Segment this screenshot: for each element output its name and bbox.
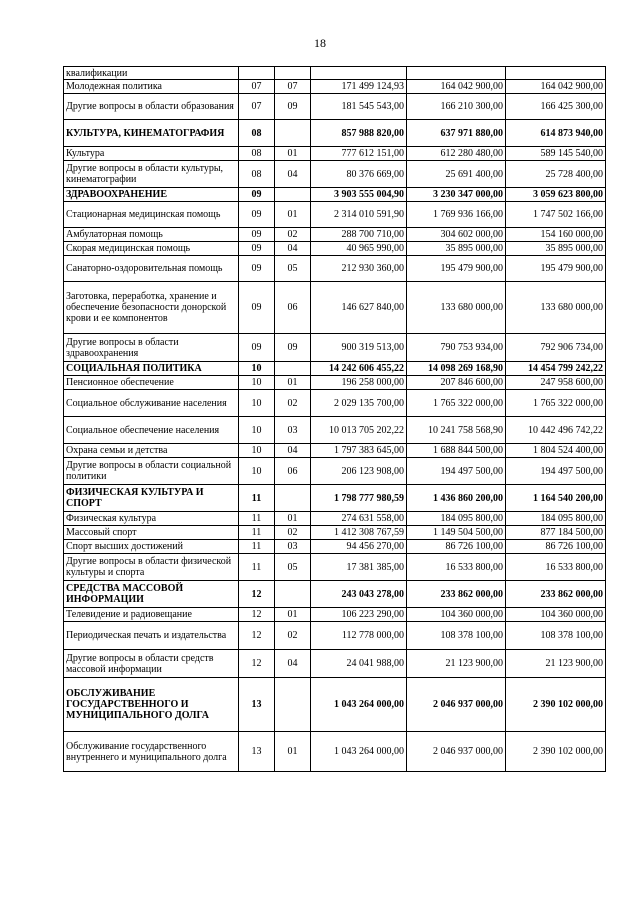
amount-col2-cell: 3 230 347 000,00 bbox=[407, 188, 506, 202]
amount-col3-cell: 164 042 900,00 bbox=[506, 80, 606, 94]
table-row bbox=[64, 732, 606, 772]
section-code-cell: 09 bbox=[239, 202, 275, 228]
amount-col3-cell: 194 497 500,00 bbox=[506, 458, 606, 485]
table-row bbox=[64, 622, 606, 650]
amount-col3-cell: 1 747 502 166,00 bbox=[506, 202, 606, 228]
amount-col2-cell: 21 123 900,00 bbox=[407, 650, 506, 678]
amount-col1-cell: 243 043 278,00 bbox=[311, 581, 407, 608]
subsection-code-cell: 06 bbox=[275, 282, 311, 334]
section-code-cell: 09 bbox=[239, 334, 275, 362]
subsection-code-cell bbox=[275, 485, 311, 512]
amount-col2-cell: 207 846 600,00 bbox=[407, 376, 506, 390]
table-row bbox=[64, 94, 606, 120]
amount-col2-cell: 164 042 900,00 bbox=[407, 80, 506, 94]
amount-col1-cell: 17 381 385,00 bbox=[311, 554, 407, 581]
table-row bbox=[64, 554, 606, 581]
table-row bbox=[64, 444, 606, 458]
amount-col1-cell: 206 123 908,00 bbox=[311, 458, 407, 485]
subsection-code-cell bbox=[275, 581, 311, 608]
section-code-cell: 10 bbox=[239, 362, 275, 376]
table-row bbox=[64, 362, 606, 376]
section-code-cell: 12 bbox=[239, 650, 275, 678]
subsection-code-cell: 06 bbox=[275, 458, 311, 485]
section-code-cell: 11 bbox=[239, 512, 275, 526]
subsection-code-cell: 01 bbox=[275, 202, 311, 228]
row-name-cell: ЗДРАВООХРАНЕНИЕ bbox=[64, 188, 239, 202]
amount-col3-cell: 589 145 540,00 bbox=[506, 147, 606, 161]
amount-col2-cell: 14 098 269 168,90 bbox=[407, 362, 506, 376]
table-row bbox=[64, 581, 606, 608]
row-name-cell: ФИЗИЧЕСКАЯ КУЛЬТУРА И СПОРТ bbox=[64, 485, 239, 512]
row-name-cell: Другие вопросы в области средств массовой информации bbox=[64, 650, 239, 678]
amount-col2-cell: 133 680 000,00 bbox=[407, 282, 506, 334]
subsection-code-cell: 02 bbox=[275, 390, 311, 417]
amount-col1-cell: 80 376 669,00 bbox=[311, 161, 407, 188]
table-row bbox=[64, 80, 606, 94]
table-row bbox=[64, 678, 606, 732]
amount-col1-cell: 14 242 606 455,22 bbox=[311, 362, 407, 376]
subsection-code-cell: 09 bbox=[275, 94, 311, 120]
amount-col3-cell: 195 479 900,00 bbox=[506, 256, 606, 282]
subsection-code-cell: 02 bbox=[275, 622, 311, 650]
section-code-cell: 13 bbox=[239, 678, 275, 732]
row-name-cell: Массовый спорт bbox=[64, 526, 239, 540]
section-code-cell: 09 bbox=[239, 282, 275, 334]
amount-col1-cell: 106 223 290,00 bbox=[311, 608, 407, 622]
table-row bbox=[64, 390, 606, 417]
section-code-cell: 10 bbox=[239, 376, 275, 390]
row-name-cell: ОБСЛУЖИВАНИЕ ГОСУДАРСТВЕННОГО И МУНИЦИПАЛЬНОГО ДОЛГА bbox=[64, 678, 239, 732]
amount-col2-cell: 86 726 100,00 bbox=[407, 540, 506, 554]
row-name-cell: Молодежная политика bbox=[64, 80, 239, 94]
amount-col3-cell: 877 184 500,00 bbox=[506, 526, 606, 540]
amount-col1-cell: 3 903 555 004,90 bbox=[311, 188, 407, 202]
amount-col2-cell bbox=[407, 67, 506, 80]
row-name-cell: СРЕДСТВА МАССОВОЙ ИНФОРМАЦИИ bbox=[64, 581, 239, 608]
table-row bbox=[64, 282, 606, 334]
amount-col2-cell: 1 688 844 500,00 bbox=[407, 444, 506, 458]
section-code-cell: 10 bbox=[239, 444, 275, 458]
amount-col2-cell: 25 691 400,00 bbox=[407, 161, 506, 188]
amount-col1-cell: 10 013 705 202,22 bbox=[311, 417, 407, 444]
amount-col2-cell: 108 378 100,00 bbox=[407, 622, 506, 650]
subsection-code-cell: 01 bbox=[275, 376, 311, 390]
row-name-cell: Другие вопросы в области образования bbox=[64, 94, 239, 120]
row-name-cell: Амбулаторная помощь bbox=[64, 228, 239, 242]
amount-col2-cell: 637 971 880,00 bbox=[407, 120, 506, 147]
section-code-cell bbox=[239, 67, 275, 80]
amount-col1-cell: 1 797 383 645,00 bbox=[311, 444, 407, 458]
row-name-cell: СОЦИАЛЬНАЯ ПОЛИТИКА bbox=[64, 362, 239, 376]
amount-col1-cell: 181 545 543,00 bbox=[311, 94, 407, 120]
amount-col2-cell: 233 862 000,00 bbox=[407, 581, 506, 608]
amount-col2-cell: 304 602 000,00 bbox=[407, 228, 506, 242]
row-name-cell: Пенсионное обеспечение bbox=[64, 376, 239, 390]
amount-col3-cell: 21 123 900,00 bbox=[506, 650, 606, 678]
row-name-cell: Физическая культура bbox=[64, 512, 239, 526]
table-row bbox=[64, 188, 606, 202]
section-code-cell: 09 bbox=[239, 228, 275, 242]
table-row bbox=[64, 202, 606, 228]
budget-table-body bbox=[64, 67, 606, 772]
amount-col1-cell: 171 499 124,93 bbox=[311, 80, 407, 94]
amount-col3-cell: 86 726 100,00 bbox=[506, 540, 606, 554]
row-name-cell: Обслуживание государственного внутреннего и муниципального долга bbox=[64, 732, 239, 772]
amount-col1-cell: 94 456 270,00 bbox=[311, 540, 407, 554]
subsection-code-cell: 05 bbox=[275, 554, 311, 581]
amount-col3-cell: 2 390 102 000,00 bbox=[506, 678, 606, 732]
table-row bbox=[64, 540, 606, 554]
amount-col3-cell: 154 160 000,00 bbox=[506, 228, 606, 242]
amount-col2-cell: 16 533 800,00 bbox=[407, 554, 506, 581]
amount-col3-cell: 1 765 322 000,00 bbox=[506, 390, 606, 417]
table-row bbox=[64, 67, 606, 80]
amount-col3-cell: 1 164 540 200,00 bbox=[506, 485, 606, 512]
row-name-cell: Другие вопросы в области социальной политики bbox=[64, 458, 239, 485]
amount-col2-cell: 612 280 480,00 bbox=[407, 147, 506, 161]
amount-col2-cell: 195 479 900,00 bbox=[407, 256, 506, 282]
row-name-cell: КУЛЬТУРА, КИНЕМАТОГРАФИЯ bbox=[64, 120, 239, 147]
subsection-code-cell bbox=[275, 67, 311, 80]
section-code-cell: 11 bbox=[239, 485, 275, 512]
row-name-cell: Заготовка, переработка, хранение и обеспечение безопасности донорской крови и ее компонентов bbox=[64, 282, 239, 334]
subsection-code-cell: 01 bbox=[275, 512, 311, 526]
amount-col2-cell: 1 436 860 200,00 bbox=[407, 485, 506, 512]
section-code-cell: 12 bbox=[239, 622, 275, 650]
amount-col2-cell: 35 895 000,00 bbox=[407, 242, 506, 256]
amount-col1-cell bbox=[311, 67, 407, 80]
section-code-cell: 12 bbox=[239, 608, 275, 622]
section-code-cell: 08 bbox=[239, 147, 275, 161]
subsection-code-cell: 09 bbox=[275, 334, 311, 362]
amount-col2-cell: 2 046 937 000,00 bbox=[407, 678, 506, 732]
subsection-code-cell: 04 bbox=[275, 242, 311, 256]
amount-col3-cell: 184 095 800,00 bbox=[506, 512, 606, 526]
amount-col3-cell: 2 390 102 000,00 bbox=[506, 732, 606, 772]
row-name-cell: квалификации bbox=[64, 67, 239, 80]
subsection-code-cell: 01 bbox=[275, 608, 311, 622]
amount-col1-cell: 24 041 988,00 bbox=[311, 650, 407, 678]
amount-col3-cell: 25 728 400,00 bbox=[506, 161, 606, 188]
section-code-cell: 08 bbox=[239, 120, 275, 147]
table-row bbox=[64, 608, 606, 622]
table-row bbox=[64, 376, 606, 390]
amount-col1-cell: 288 700 710,00 bbox=[311, 228, 407, 242]
amount-col2-cell: 2 046 937 000,00 bbox=[407, 732, 506, 772]
section-code-cell: 07 bbox=[239, 80, 275, 94]
subsection-code-cell bbox=[275, 120, 311, 147]
table-row bbox=[64, 650, 606, 678]
row-name-cell: Стационарная медицинская помощь bbox=[64, 202, 239, 228]
section-code-cell: 07 bbox=[239, 94, 275, 120]
table-row bbox=[64, 147, 606, 161]
row-name-cell: Скорая медицинская помощь bbox=[64, 242, 239, 256]
amount-col3-cell: 1 804 524 400,00 bbox=[506, 444, 606, 458]
subsection-code-cell: 01 bbox=[275, 147, 311, 161]
table-row bbox=[64, 512, 606, 526]
amount-col1-cell: 2 029 135 700,00 bbox=[311, 390, 407, 417]
amount-col1-cell: 1 412 308 767,59 bbox=[311, 526, 407, 540]
table-row bbox=[64, 458, 606, 485]
amount-col3-cell: 3 059 623 800,00 bbox=[506, 188, 606, 202]
section-code-cell: 09 bbox=[239, 242, 275, 256]
amount-col3-cell: 233 862 000,00 bbox=[506, 581, 606, 608]
table-row bbox=[64, 526, 606, 540]
section-code-cell: 11 bbox=[239, 526, 275, 540]
section-code-cell: 10 bbox=[239, 458, 275, 485]
amount-col3-cell: 792 906 734,00 bbox=[506, 334, 606, 362]
amount-col1-cell: 40 965 990,00 bbox=[311, 242, 407, 256]
amount-col3-cell bbox=[506, 67, 606, 80]
page-number: 18 bbox=[314, 36, 326, 50]
table-row bbox=[64, 161, 606, 188]
amount-col2-cell: 1 149 504 500,00 bbox=[407, 526, 506, 540]
subsection-code-cell bbox=[275, 362, 311, 376]
section-code-cell: 10 bbox=[239, 390, 275, 417]
amount-col3-cell: 614 873 940,00 bbox=[506, 120, 606, 147]
amount-col1-cell: 777 612 151,00 bbox=[311, 147, 407, 161]
amount-col1-cell: 1 043 264 000,00 bbox=[311, 732, 407, 772]
section-code-cell: 09 bbox=[239, 188, 275, 202]
amount-col3-cell: 108 378 100,00 bbox=[506, 622, 606, 650]
amount-col2-cell: 104 360 000,00 bbox=[407, 608, 506, 622]
subsection-code-cell bbox=[275, 678, 311, 732]
section-code-cell: 10 bbox=[239, 417, 275, 444]
amount-col3-cell: 133 680 000,00 bbox=[506, 282, 606, 334]
table-row bbox=[64, 334, 606, 362]
row-name-cell: Другие вопросы в области физической культуры и спорта bbox=[64, 554, 239, 581]
amount-col3-cell: 247 958 600,00 bbox=[506, 376, 606, 390]
amount-col1-cell: 112 778 000,00 bbox=[311, 622, 407, 650]
row-name-cell: Социальное обеспечение населения bbox=[64, 417, 239, 444]
amount-col1-cell: 1 043 264 000,00 bbox=[311, 678, 407, 732]
amount-col3-cell: 35 895 000,00 bbox=[506, 242, 606, 256]
amount-col2-cell: 166 210 300,00 bbox=[407, 94, 506, 120]
section-code-cell: 13 bbox=[239, 732, 275, 772]
row-name-cell: Периодическая печать и издательства bbox=[64, 622, 239, 650]
amount-col2-cell: 1 765 322 000,00 bbox=[407, 390, 506, 417]
amount-col1-cell: 900 319 513,00 bbox=[311, 334, 407, 362]
table-row bbox=[64, 485, 606, 512]
amount-col1-cell: 274 631 558,00 bbox=[311, 512, 407, 526]
section-code-cell: 12 bbox=[239, 581, 275, 608]
row-name-cell: Другие вопросы в области культуры, кинематографии bbox=[64, 161, 239, 188]
amount-col3-cell: 104 360 000,00 bbox=[506, 608, 606, 622]
row-name-cell: Телевидение и радиовещание bbox=[64, 608, 239, 622]
amount-col3-cell: 16 533 800,00 bbox=[506, 554, 606, 581]
section-code-cell: 11 bbox=[239, 554, 275, 581]
subsection-code-cell: 05 bbox=[275, 256, 311, 282]
budget-table bbox=[63, 66, 606, 772]
subsection-code-cell: 02 bbox=[275, 228, 311, 242]
section-code-cell: 09 bbox=[239, 256, 275, 282]
table-row bbox=[64, 120, 606, 147]
subsection-code-cell: 07 bbox=[275, 80, 311, 94]
amount-col2-cell: 1 769 936 166,00 bbox=[407, 202, 506, 228]
row-name-cell: Спорт высших достижений bbox=[64, 540, 239, 554]
table-row bbox=[64, 242, 606, 256]
amount-col1-cell: 857 988 820,00 bbox=[311, 120, 407, 147]
amount-col2-cell: 184 095 800,00 bbox=[407, 512, 506, 526]
amount-col2-cell: 10 241 758 568,90 bbox=[407, 417, 506, 444]
subsection-code-cell: 01 bbox=[275, 732, 311, 772]
row-name-cell: Другие вопросы в области здравоохранения bbox=[64, 334, 239, 362]
amount-col1-cell: 212 930 360,00 bbox=[311, 256, 407, 282]
table-row bbox=[64, 256, 606, 282]
subsection-code-cell: 04 bbox=[275, 444, 311, 458]
amount-col1-cell: 146 627 840,00 bbox=[311, 282, 407, 334]
subsection-code-cell: 03 bbox=[275, 417, 311, 444]
amount-col1-cell: 1 798 777 980,59 bbox=[311, 485, 407, 512]
amount-col3-cell: 166 425 300,00 bbox=[506, 94, 606, 120]
amount-col3-cell: 10 442 496 742,22 bbox=[506, 417, 606, 444]
amount-col2-cell: 194 497 500,00 bbox=[407, 458, 506, 485]
amount-col3-cell: 14 454 799 242,22 bbox=[506, 362, 606, 376]
table-row bbox=[64, 228, 606, 242]
row-name-cell: Санаторно-оздоровительная помощь bbox=[64, 256, 239, 282]
amount-col1-cell: 196 258 000,00 bbox=[311, 376, 407, 390]
row-name-cell: Охрана семьи и детства bbox=[64, 444, 239, 458]
subsection-code-cell: 03 bbox=[275, 540, 311, 554]
subsection-code-cell: 04 bbox=[275, 650, 311, 678]
subsection-code-cell: 02 bbox=[275, 526, 311, 540]
subsection-code-cell bbox=[275, 188, 311, 202]
amount-col2-cell: 790 753 934,00 bbox=[407, 334, 506, 362]
section-code-cell: 08 bbox=[239, 161, 275, 188]
section-code-cell: 11 bbox=[239, 540, 275, 554]
row-name-cell: Культура bbox=[64, 147, 239, 161]
subsection-code-cell: 04 bbox=[275, 161, 311, 188]
row-name-cell: Социальное обслуживание населения bbox=[64, 390, 239, 417]
amount-col1-cell: 2 314 010 591,90 bbox=[311, 202, 407, 228]
table-row bbox=[64, 417, 606, 444]
